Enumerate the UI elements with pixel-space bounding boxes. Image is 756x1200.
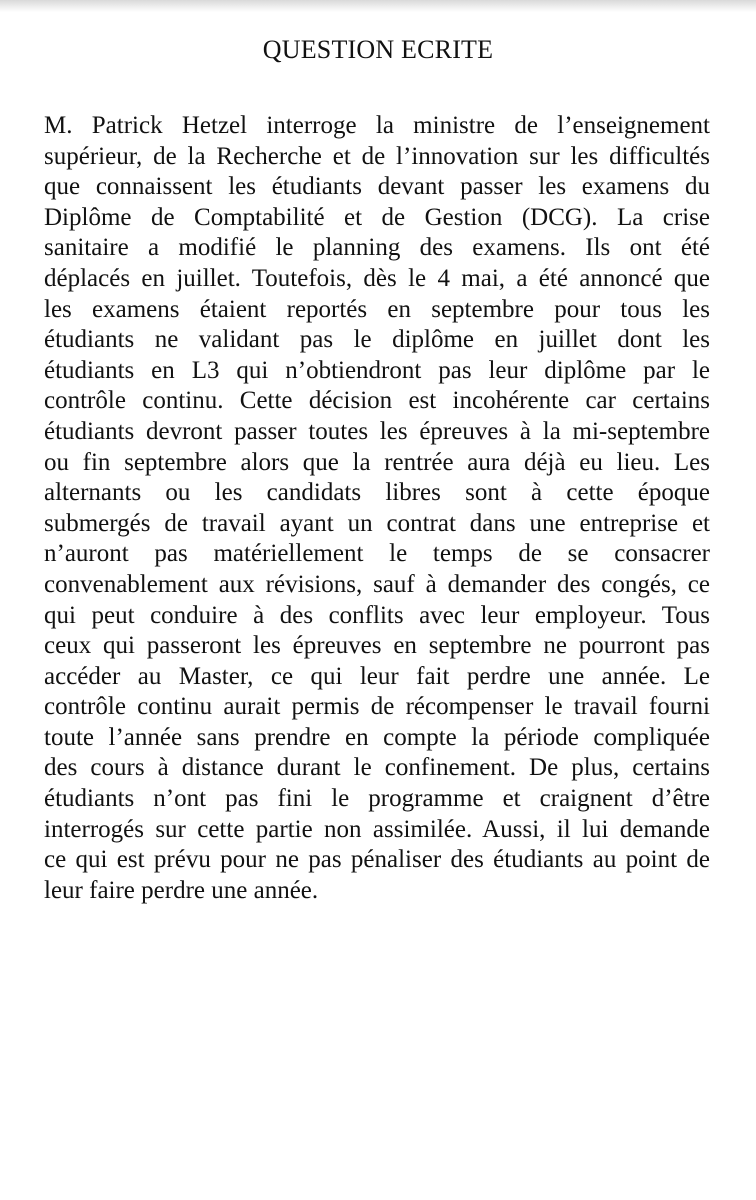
body-line: des cours à distance durant le confinement. De plus, certains bbox=[44, 754, 710, 782]
body-line: étudiants devront passer toutes les épreuves à la mi-septembre bbox=[44, 417, 710, 445]
body-line: contrôle continu. Cette décision est incohérente car certains bbox=[44, 387, 710, 415]
body-line: toute l’année sans prendre en compte la période compliquée bbox=[44, 723, 710, 751]
body-line: Diplôme de Comptabilité et de Gestion (DCG). La crise bbox=[44, 203, 710, 231]
body-line: supérieur, de la Recherche et de l’innovation sur les difficultés bbox=[44, 142, 710, 170]
body-line: interrogés sur cette partie non assimilée. Aussi, il lui demande bbox=[44, 815, 710, 843]
body-line: les examens étaient reportés en septembre pour tous les bbox=[44, 295, 710, 323]
body-line: étudiants n’ont pas fini le programme et craignent d’être bbox=[44, 785, 710, 813]
body-line: convenablement aux révisions, sauf à demander des congés, ce bbox=[44, 570, 710, 598]
question-body bbox=[44, 111, 710, 906]
body-line: déplacés en juillet. Toutefois, dès le 4 mai, a été annoncé que bbox=[44, 264, 710, 292]
body-line: qui peut conduire à des conflits avec leur employeur. Tous bbox=[44, 601, 710, 629]
body-line: étudiants ne validant pas le diplôme en juillet dont les bbox=[44, 326, 710, 354]
body-line: contrôle continu aurait permis de récompenser le travail fourni bbox=[44, 693, 710, 721]
body-line: ce qui est prévu pour ne pas pénaliser des étudiants au point de bbox=[44, 846, 710, 874]
body-line: alternants ou les candidats libres sont à cette époque bbox=[44, 479, 710, 507]
body-line: submergés de travail ayant un contrat dans une entreprise et bbox=[44, 509, 710, 537]
body-line: M. Patrick Hetzel interroge la ministre de l’enseignement bbox=[44, 112, 710, 139]
body-line: accéder au Master, ce qui leur fait perdre une année. Le bbox=[44, 662, 710, 690]
body-line: ceux qui passeront les épreuves en septembre ne pourront pas bbox=[44, 632, 710, 660]
document-title: QUESTION ECRITE bbox=[262, 35, 494, 64]
body-line: que connaissent les étudiants devant passer les examens du bbox=[44, 173, 710, 201]
body-line: n’auront pas matériellement le temps de se consacrer bbox=[44, 540, 710, 568]
body-line-last: leur faire perdre une année. bbox=[44, 876, 319, 904]
body-line: sanitaire a modifié le planning des examens. Ils ont été bbox=[44, 234, 710, 262]
body-line: ou fin septembre alors que la rentrée aura déjà eu lieu. Les bbox=[44, 448, 710, 476]
body-line: étudiants en L3 qui n’obtiendront pas leur diplôme par le bbox=[44, 356, 710, 384]
